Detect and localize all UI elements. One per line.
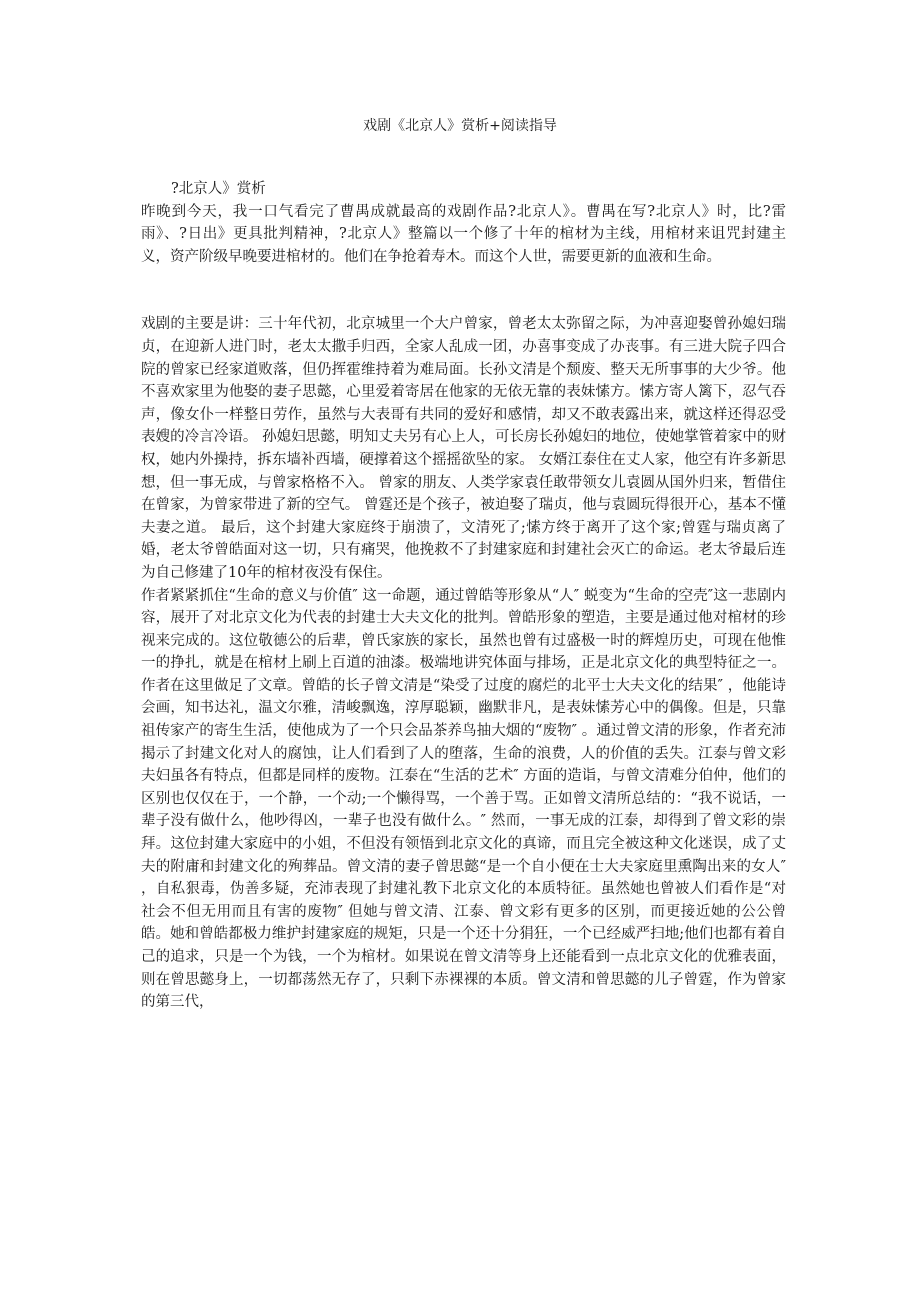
paragraph-analysis: 作者紧紧抓住“生命的意义与价值″ 这一命题，通过曾皓等形象从“人″ 蜕变为“生命的空壳″这一悲剧内容，展开了对北京文化为代表的封建士大夫文化的批判。曾皓形象的塑造，主要是通过他对棺材的珍视来完成的。这位敬德公的后辈，曾氏家族的家长，虽然也曾有过盛极一时的辉煌历史，可现在他惟一的挣扎，就是在棺材上刷上百道的油漆。极端地讲究体面与排场，正是北京文化的典型特征之一。作者在这里做足了文章。曾皓的长子曾文清是“染受了过度的腐烂的北平士大夫文化的结果″ ，他能诗会画，知书达礼，温文尔雅，清峻飘逸，淳厚聪颖，幽默非凡，是表妹愫芳心中的偶像。但是，只靠祖传家产的寄生生活，使他成为了一个只会品茶养鸟抽大烟的“废物″ 。通过曾文清的形象，作者充沛揭示了封建文化对人的腐蚀，让人们看到了人的堕落，生命的浪费，人的价值的丢失。江泰与曾文彩夫妇虽各有特点，但都是同样的废物。江泰在“生活的艺术″ 方面的造诣，与曾文清难分伯仲，他们的区别也仅仅在于，一个静，一个动;一个懒得骂，一个善于骂。正如曾文清所总结的：“我不说话，一辈子没有做什么，他吵得凶，一辈子也没有做什么。″ 然而，一事无成的江泰，却得到了曾文彩的崇拜。这位封建大家庭中的小姐，不但没有领悟到北京文化的真谛，而且完全被这种文化迷误，成了丈夫的附庸和封建文化的殉葬品。曾文清的妻子曾思懿“是一个自小便在士大夫家庭里熏陶出来的女人″ ，自私狠毒，伪善多疑，充沛表现了封建礼教下北京文化的本质特征。虽然她也曾被人们看作是“对社会不但无用而且有害的废物″ 但她与曾文清、江泰、曾文彩有更多的区别，而更接近她的公公曾皓。她和曾皓都极力维护封建家庭的规矩，只是一个还十分狷狂，一个已经威严扫地;他们也都有着自己的追求，只是一个为钱，一个为棺材。如果说在曾文清等身上还能看到一点北京文化的优雅表面，则在曾思懿身上，一切都荡然无存了，只剩下赤裸裸的本质。曾文清和曾思懿的儿子曾霆，作为曾家的第三代，	[141, 587, 786, 1011]
document-body	[141, 178, 786, 1014]
paragraph-spacer	[141, 268, 786, 313]
document-title: 戏剧《北京人》赏析+阅读指导	[363, 118, 557, 134]
section-heading: ?北京人》赏析	[171, 181, 266, 197]
paragraph-plot: 戏剧的主要是讲：三十年代初，北京城里一个大户曾家，曾老太太弥留之际，为冲喜迎娶曾孙媳妇瑞贞，在迎新人进门时，老太太撒手归西，全家人乱成一团，办喜事变成了办丧事。有三进大院子四合院的曾家已经家道败落，但仍挥霍维持着为难局面。长孙文清是个颓废、整天无所事事的大少爷。他不喜欢家里为他娶的妻子思懿，心里爱着寄居在他家的无依无靠的表妹愫方。愫方寄人篱下，忍气吞声，像女仆一样整日劳作，虽然与大表哥有共同的爱好和感情，却又不敢表露出来，就这样还得忍受表嫂的冷言冷语。 孙媳妇思懿，明知丈夫另有心上人，可长房长孙媳妇的地位，使她掌管着家中的财权，她内外操持，拆东墙补西墙，硬撑着这个摇摇欲坠的家。 女婿江泰住在丈人家，他空有许多新思想，但一事无成，与曾家格格不入。 曾家的朋友、人类学家袁任敢带领女儿袁圆从国外归来，暂借住在曾家，为曾家带进了新的空气。 曾霆还是个孩子，被迫娶了瑞贞，他与袁圆玩得很开心，基本不懂夫妻之道。 最后，这个封建大家庭终于崩溃了，文清死了;愫方终于离开了这个家;曾霆与瑞贞离了婚，老太爷曾皓面对这一切，只有痛哭，他挽救不了封建家庭和封建社会灭亡的命运。老太爷最后连为自己修建了10年的棺材夜没有保住。	[141, 316, 786, 581]
paragraph-intro: 昨晚到今天，我一口气看完了曹禺成就最高的戏剧作品?北京人》。曹禺在写?北京人》时，比?雷雨》、?日出》更具批判精神，?北京人》整篇以一个修了十年的棺材为主线，用棺材来诅咒封建主义，资产阶级早晚要进棺材的。他们在争抢着寿木。而这个人世，需要更新的血液和生命。	[141, 203, 786, 265]
